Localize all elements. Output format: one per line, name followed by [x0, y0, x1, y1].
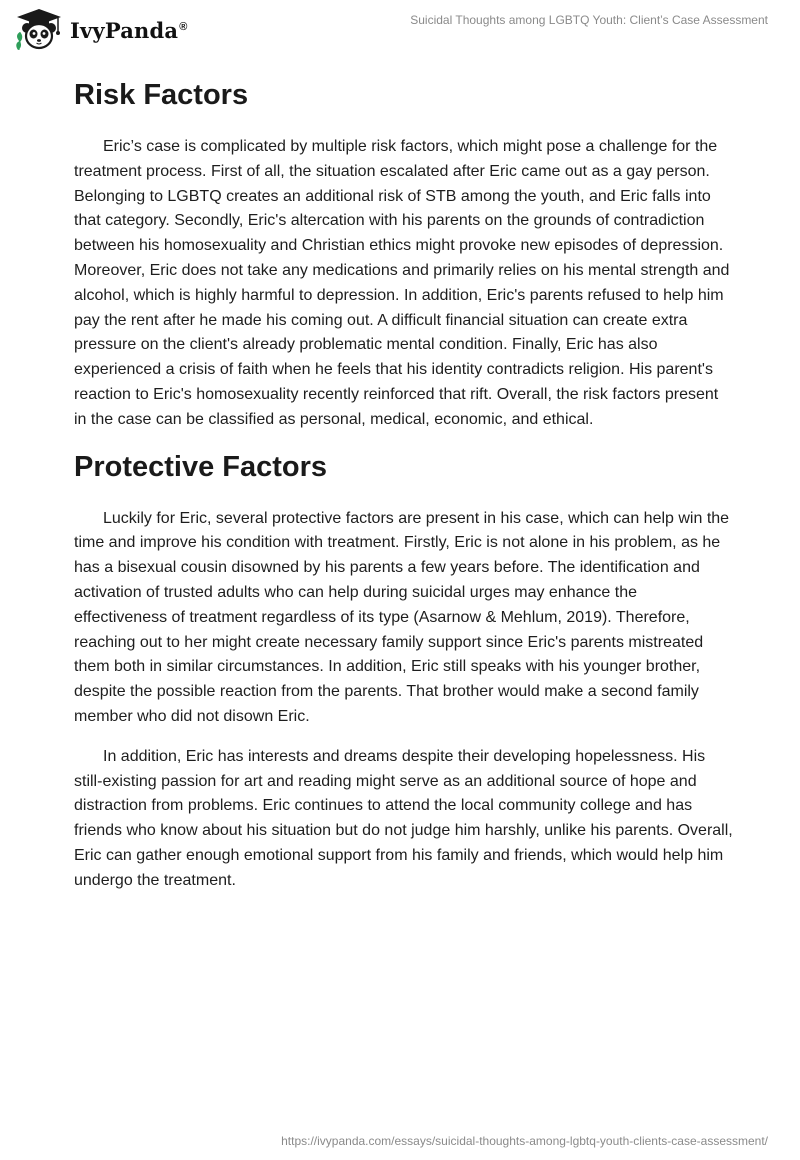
logo-wordmark: IvyPanda [70, 17, 179, 43]
page-header [0, 0, 800, 60]
logo-text [70, 18, 188, 43]
panda-graduate-icon [14, 8, 64, 52]
registered-mark: ® [179, 20, 188, 33]
section-heading-risk-factors: Risk Factors [74, 79, 249, 111]
paragraph-protective-factors-2: In addition, Eric has interests and dreams despite their developing hopelessness. His still-existing passion for art and reading might serve as an additional source of hope and distraction from problems. Eric continues to attend the local community college and has friends who know about his situation but do not judge him harshly, unlike his parents. Overall, Eric can gather enough emotional support from his family and friends, which would help him undergo the treatment. [74, 747, 733, 889]
section-heading-protective-factors: Protective Factors [74, 450, 328, 483]
paragraph-risk-factors: Eric’s case is complicated by multiple risk factors, which might pose a challenge for the treatment process. First of all, the situation escalated after Eric came out as a gay person. Belonging to LGBTQ creates an additional risk of STB among the youth, and Eric falls into that category. Secondly, Eric's altercation with his parents on the grounds of contradiction between his homosexuality and Christian ethics might provoke new episodes of depression. Moreover, Eric does not take any medications and primarily relies on his mental strength and alcohol, which is highly harmful to depression. In addition, Eric's parents refused to help him pay the rent after he made his coming out. A difficult financial situation can create extra pressure on the client's already problematic mental condition. Finally, Eric has also experienced a crisis of faith when he feels that his identity contradicts religion. His parent's reaction to Eric's homosexuality recently reinforced that rift. Overall, the risk factors present in the case can be classified as personal, medical, economic, and ethical. [74, 138, 730, 428]
ivypanda-logo[interactable] [14, 8, 188, 52]
source-url[interactable]: https://ivypanda.com/essays/suicidal-thoughts-among-lgbtq-youth-clients-case-assessment/ [281, 1134, 768, 1148]
essay-content [74, 70, 734, 894]
paragraph-protective-factors-1: Luckily for Eric, several protective factors are present in his case, which can help win the time and improve his condition with treatment. Firstly, Eric is not alone in his problem, as he has a bisexual cousin disowned by his parents a few years before. The identification and activation of trusted adults who can help during suicidal urges may enhance the effectiveness of treatment regardless of its type (Asarnow & Mehlum, 2019). Therefore, reaching out to her might create necessary family support since Eric's parents mistreated them both in similar circumstances. In addition, Eric still speaks with his younger brother, despite the possible reaction from the parents. That brother would make a second family member who did not disown Eric. [74, 509, 730, 725]
document-title: Suicidal Thoughts among LGBTQ Youth: Client’s Case Assessment [410, 13, 768, 27]
